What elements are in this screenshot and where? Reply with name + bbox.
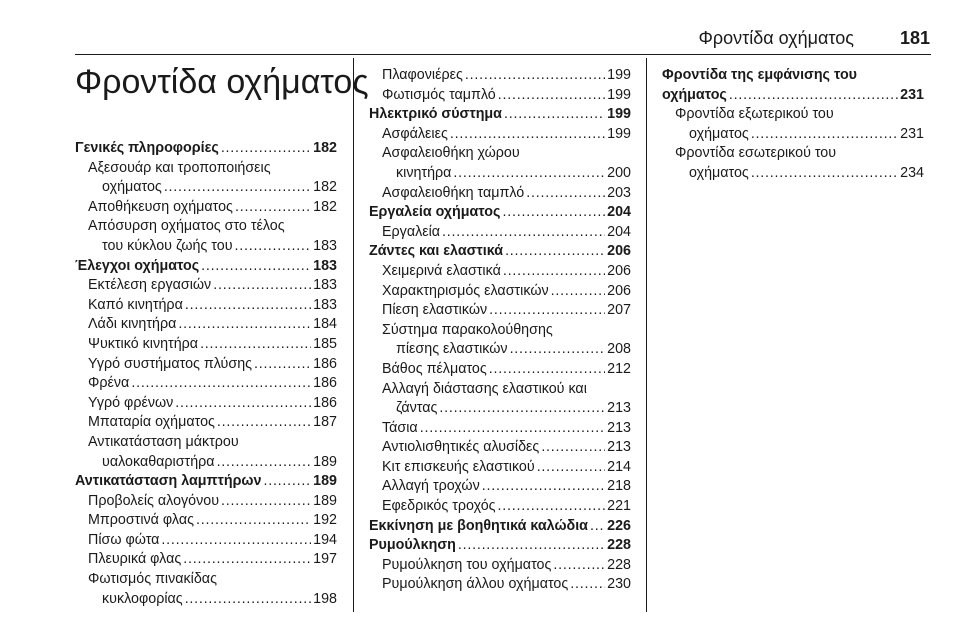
running-header-title: Φροντίδα οχήματος [698, 28, 854, 48]
toc-entry[interactable]: Πίσω φώτα . . . 194 [75, 531, 337, 551]
toc-entry-label: Φωτισμός πινακίδας [88, 571, 217, 588]
toc-entry[interactable]: Κιτ επισκευής ελαστικού . . . 214 [369, 458, 631, 478]
toc-section[interactable]: Εργαλεία οχήματος . . . 204 [369, 203, 631, 223]
chapter-title: Φροντίδα οχήματος [75, 63, 369, 101]
toc-entry[interactable]: Αλλαγή τροχών . . . 218 [369, 477, 631, 497]
toc-entry[interactable]: Ρυμούλκηση του οχήματος . . . 228 [369, 556, 631, 576]
toc-entry-label: Φροντίδα εξωτερικού του [675, 106, 834, 123]
toc-entry[interactable]: Ρυμούλκηση άλλου οχήματος . . . 230 [369, 575, 631, 595]
toc-entry[interactable]: Προβολείς αλογόνου . . . 189 [75, 492, 337, 512]
toc-entry[interactable]: Μπαταρία οχήματος . . . 187 [75, 413, 337, 433]
toc-section[interactable]: οχήματος . . . 231 [662, 86, 924, 106]
toc-entry[interactable]: Φρένα . . . 186 [75, 374, 337, 394]
toc-entry-label: Σύστημα παρακολούθησης [382, 321, 553, 338]
toc-entry-label: Αντικατάσταση μάκτρου [88, 433, 239, 450]
toc-entry-label: Αλλαγή διάστασης ελαστικού και [382, 380, 587, 397]
toc-entry[interactable]: Βάθος πέλματος . . . 212 [369, 360, 631, 380]
toc-entry[interactable]: Πίεση ελαστικών . . . 207 [369, 301, 631, 321]
toc-entry[interactable]: Χειμερινά ελαστικά . . . 206 [369, 262, 631, 282]
toc-entry[interactable]: Τάσια . . . 213 [369, 419, 631, 439]
header-rule [75, 54, 931, 55]
toc-entry-label: Αξεσουάρ και τροποποιήσεις [88, 159, 271, 176]
column-divider-1 [353, 58, 354, 612]
toc-entry[interactable]: Αντιολισθητικές αλυσίδες . . . 213 [369, 438, 631, 458]
toc-entry[interactable]: του κύκλου ζωής του . . . 183 [75, 237, 337, 257]
toc-entry[interactable]: Εργαλεία . . . 204 [369, 223, 631, 243]
column-divider-2 [646, 58, 647, 612]
toc-entry[interactable]: Εκτέλεση εργασιών . . . 183 [75, 276, 337, 296]
toc-entry-label: Φροντίδα εσωτερικού του [675, 145, 837, 162]
toc-section[interactable]: Ζάντες και ελαστικά . . . 206 [369, 242, 631, 262]
toc-entry[interactable]: Αποθήκευση οχήματος . . . 182 [75, 198, 337, 218]
toc-entry[interactable]: οχήματος . . . 234 [662, 164, 924, 184]
toc-entry[interactable]: οχήματος . . . 182 [75, 178, 337, 198]
toc-entry[interactable]: Λάδι κινητήρα . . . 184 [75, 315, 337, 335]
toc-entry[interactable]: Χαρακτηρισμός ελαστικών . . . 206 [369, 282, 631, 302]
running-header [680, 28, 930, 49]
toc-section[interactable]: Εκκίνηση με βοηθητικά καλώδια . . . 226 [369, 517, 631, 537]
toc-entry[interactable]: υαλοκαθαριστήρα . . . 189 [75, 453, 337, 473]
toc-entry[interactable]: κινητήρα . . . 200 [369, 164, 631, 184]
toc-entry-label: Απόσυρση οχήματος στο τέλος [88, 218, 285, 235]
toc-entry[interactable]: Πλαφονιέρες . . . 199 [369, 66, 631, 86]
toc-entry[interactable]: Ψυκτικό κινητήρα . . . 185 [75, 335, 337, 355]
toc-section[interactable]: Έλεγχοι οχήματος . . . 183 [75, 257, 337, 277]
toc-entry[interactable]: οχήματος . . . 231 [662, 125, 924, 145]
toc-section[interactable]: Γενικές πληροφορίες . . . 182 [75, 139, 337, 159]
toc-entry[interactable]: κυκλοφορίας . . . 198 [75, 590, 337, 610]
toc-section[interactable]: Ρυμούλκηση . . . 228 [369, 536, 631, 556]
toc-entry-label: Ασφαλειοθήκη χώρου [382, 145, 520, 162]
toc-entry[interactable]: Ασφάλειες . . . 199 [369, 125, 631, 145]
toc-column-1 [75, 139, 337, 609]
toc-section[interactable]: Αντικατάσταση λαμπτήρων . . . 189 [75, 472, 337, 492]
toc-entry[interactable]: Ασφαλειοθήκη ταμπλό . . . 203 [369, 184, 631, 204]
toc-entry[interactable]: ζάντας . . . 213 [369, 399, 631, 419]
toc-entry[interactable]: Υγρό συστήματος πλύσης . . . 186 [75, 355, 337, 375]
toc-entry[interactable]: Πλευρικά φλας . . . 197 [75, 550, 337, 570]
toc-section-label: Φροντίδα της εμφάνισης του [662, 67, 857, 83]
toc-entry[interactable]: Μπροστινά φλας . . . 192 [75, 511, 337, 531]
toc-entry[interactable]: πίεσης ελαστικών . . . 208 [369, 340, 631, 360]
toc-section[interactable]: Ηλεκτρικό σύστημα . . . 199 [369, 105, 631, 125]
toc-entry[interactable]: Καπό κινητήρα . . . 183 [75, 296, 337, 316]
toc-entry[interactable]: Εφεδρικός τροχός . . . 221 [369, 497, 631, 517]
toc-entry[interactable]: Φωτισμός ταμπλό . . . 199 [369, 86, 631, 106]
toc-column-2 [369, 66, 631, 595]
toc-entry[interactable]: Υγρό φρένων . . . 186 [75, 394, 337, 414]
toc-column-3 [662, 66, 924, 184]
page-number: 181 [899, 28, 930, 48]
